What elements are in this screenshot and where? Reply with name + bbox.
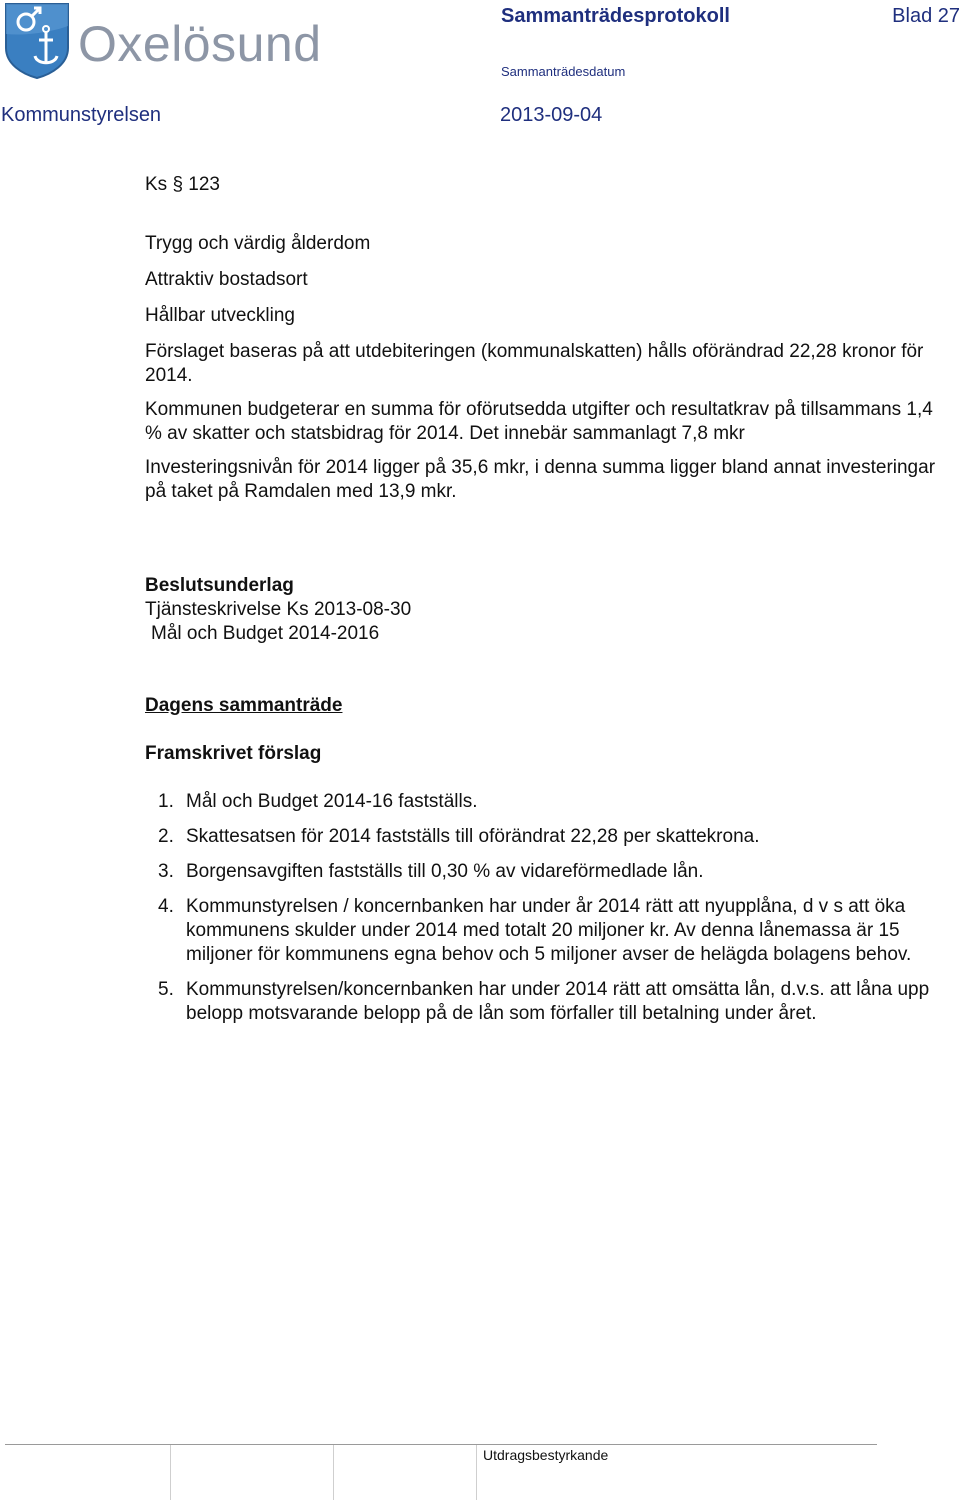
certification-label: Utdragsbestyrkande [483, 1447, 609, 1463]
municipality-logo [2, 2, 342, 82]
basis-item: Tjänsteskrivelse Ks 2013-08-30 [145, 599, 412, 620]
department-name: Kommunstyrelsen [1, 104, 162, 126]
decision-text: Skattesatsen för 2014 fastställs till oförändrat 22,28 per skattekrona. [186, 826, 760, 847]
goal-item: Hållbar utveckling [145, 305, 295, 326]
page-number: Blad 27 [892, 5, 960, 27]
body-paragraph: Investeringsnivån för 2014 ligger på 35,6 mkr, i denna summa ligger bland annat investeringar på taket på Ramdalen med 13,9 mkr. [145, 457, 936, 502]
decision-item [158, 978, 958, 1026]
proposal-heading: Framskrivet förslag [145, 743, 322, 764]
meeting-date: 2013-09-04 [500, 104, 603, 126]
decision-item [158, 825, 958, 849]
decision-text: Mål och Budget 2014-16 fastställs. [186, 791, 478, 812]
document-title: Sammanträdesprotokoll [501, 5, 730, 27]
footer-divider [5, 1444, 877, 1445]
decision-number: 2. [158, 826, 174, 847]
decision-item [158, 895, 958, 967]
decision-item [158, 790, 958, 814]
footer-signature-box-divider [170, 1445, 171, 1500]
footer-signature-box-divider [333, 1445, 334, 1500]
goal-item: Trygg och värdig ålderdom [145, 233, 371, 254]
protocol-body [145, 173, 950, 1037]
footer-signature-box-divider [476, 1445, 477, 1500]
decision-number: 5. [158, 979, 174, 1000]
body-paragraph: Förslaget baseras på att utdebiteringen (kommunalskatten) hålls oförändrad 22,28 kronor för 2014. [145, 341, 924, 386]
decision-number: 1. [158, 791, 174, 812]
goal-item: Attraktiv bostadsort [145, 269, 308, 290]
body-paragraph: Kommunen budgeterar en summa för oförutsedda utgifter och resultatkrav på tillsammans 1,4 % av skatter och statsbidrag för 2014. Det innebär sammanlagt 7,8 mkr [145, 399, 933, 444]
decision-text: Kommunstyrelsen/koncernbanken har under 2014 rätt att omsätta lån, d.v.s. att låna upp belopp motsvarande belopp på de lån som förfaller till betalning under året. [186, 979, 930, 1024]
basis-item: Mål och Budget 2014-2016 [151, 623, 380, 644]
decision-text: Kommunstyrelsen / koncernbanken har under år 2014 rätt att nyupplåna, d v s att öka kommunens skulder under 2014 med totalt 20 miljoner kr. Av denna lånemassa är 15 miljoner för kommunens egna behov och 5 miljoner avser de helägda bolagens behov. [186, 896, 912, 965]
decision-item [158, 860, 958, 884]
logo-wordmark: Oxelösund [78, 16, 322, 72]
decision-number: 4. [158, 896, 174, 917]
todays-meeting-heading: Dagens sammanträde [145, 695, 343, 716]
decision-number: 3. [158, 861, 174, 882]
meeting-date-label: Sammanträdesdatum [501, 64, 626, 79]
coat-of-arms-icon [2, 2, 74, 80]
case-number: Ks § 123 [145, 174, 220, 195]
decision-text: Borgensavgiften fastställs till 0,30 % av vidareförmedlade lån. [186, 861, 704, 882]
basis-heading: Beslutsunderlag [145, 575, 294, 596]
decision-list [158, 790, 958, 1026]
